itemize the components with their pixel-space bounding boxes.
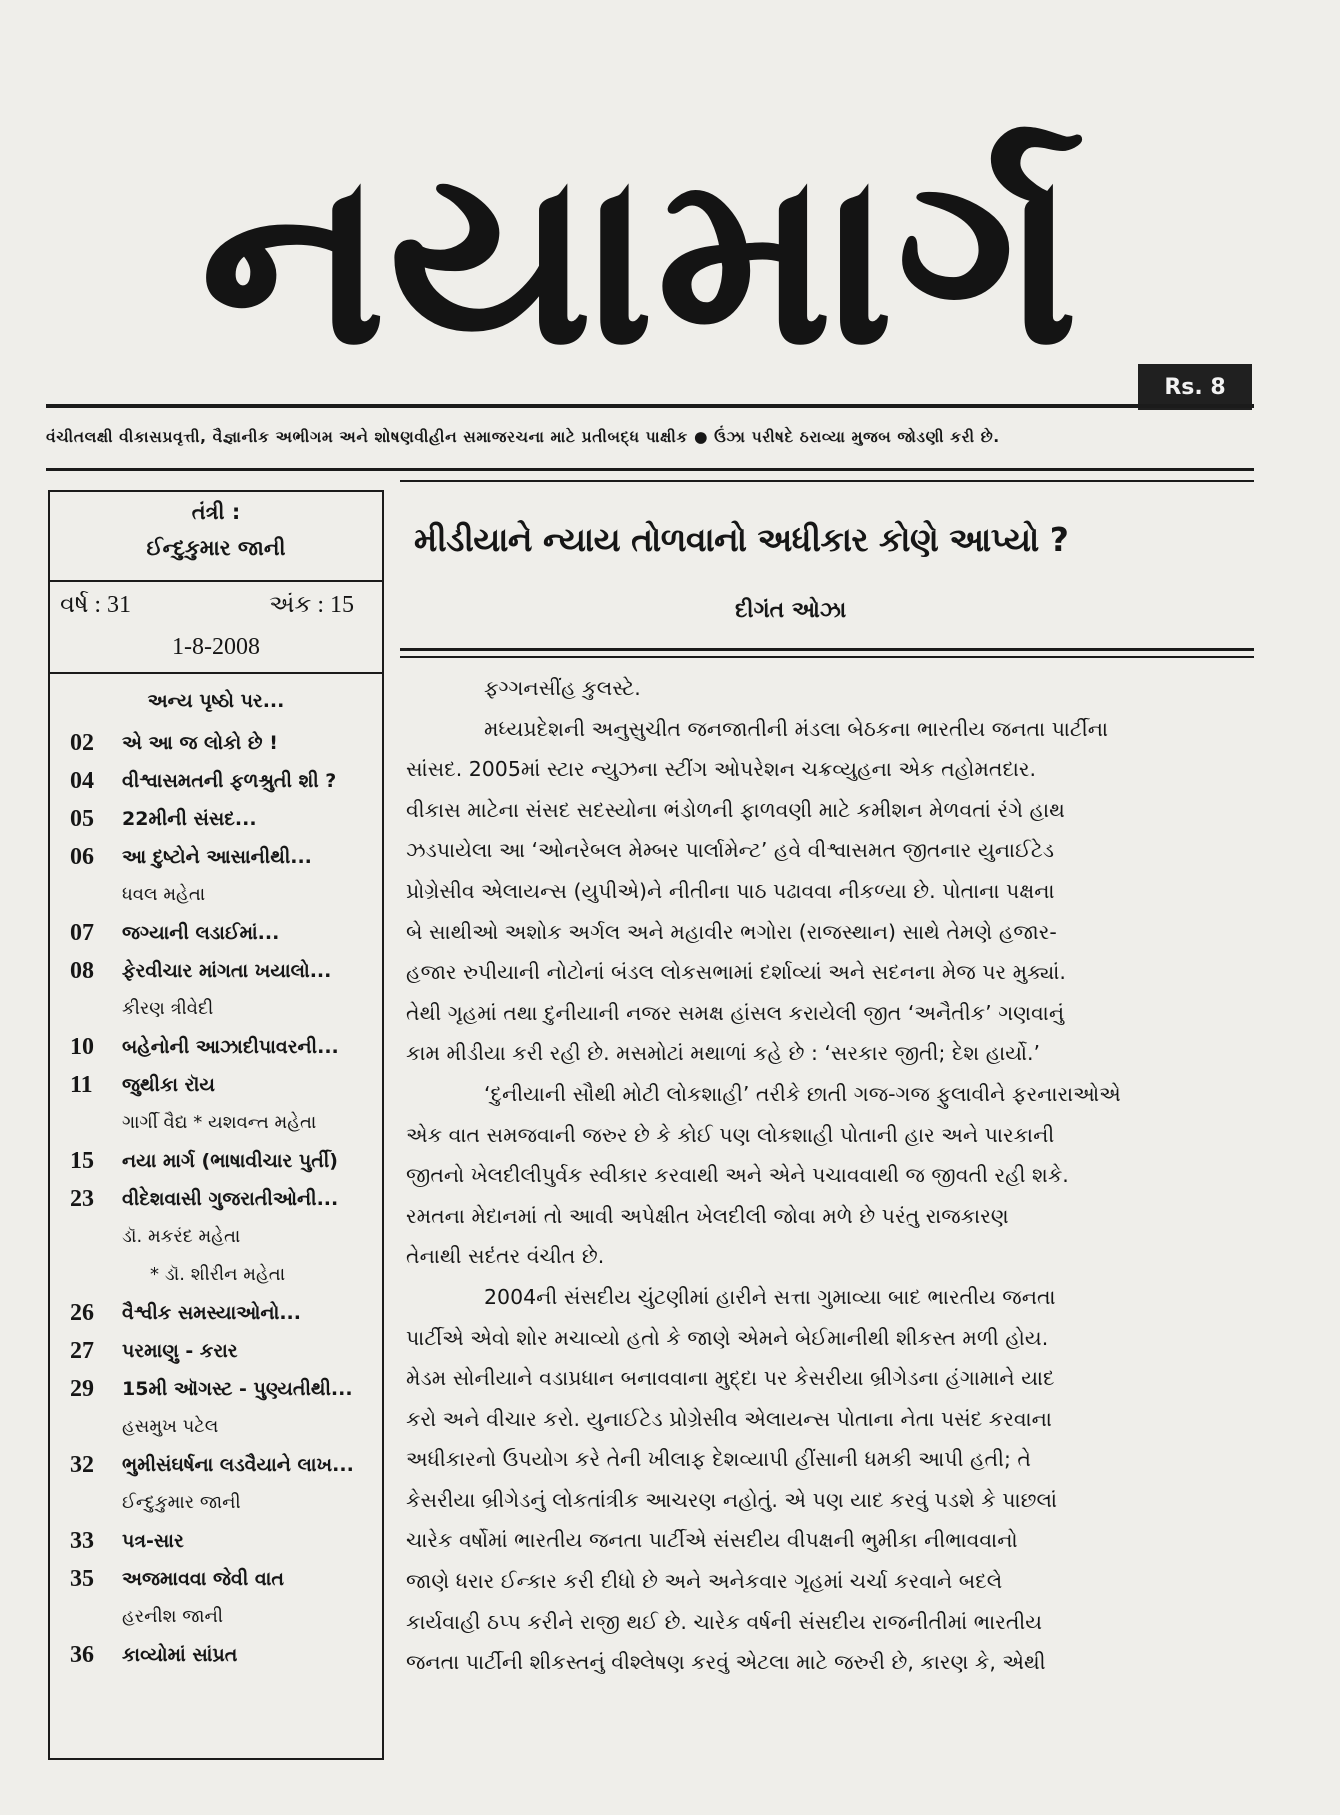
article-line: કરો અને વીચાર કરો. યુનાઈટેડ પ્રોગ્રેસીવ એલાયન્સ પોતાના નેતા પસંદ કરવાના: [406, 1406, 1052, 1431]
toc-title: 15મી ઑગસ્ટ - પુણ્યતીથી...: [122, 1378, 353, 1400]
article-line: અધીકારનો ઉપયોગ કરે તેની ખીલાફ દેશવ્યાપી હીંસાની ધમકી આપી હતી; તે: [406, 1447, 1031, 1472]
article-line: જીતનો ખેલદીલીપુર્વક સ્વીકાર કરવાથી અને એને પચાવવાથી જ જીવતી રહી શકે.: [406, 1163, 1069, 1188]
toc-title: કાવ્યોમાં સાંપ્રત: [122, 1644, 238, 1666]
toc-author: કીરણ ત્રીવેદી: [122, 998, 214, 1019]
editor-name: ઈન્દુકુમાર જાની: [146, 536, 286, 560]
article-line: ‘દુનીયાની સૌથી મોટી લોકશાહી’ તરીકે છાતી ગજ-ગજ ફુલાવીને ફરનારાઓએ: [484, 1081, 1121, 1106]
article-line: જાણે ધરાર ઈન્કાર કરી દીધો છે અને અનેકવાર ગૃહમાં ચર્ચા કરવાને બદલે: [406, 1569, 1003, 1594]
toc-page-number: 05: [70, 806, 94, 832]
toc-page-number: 29: [70, 1376, 94, 1402]
toc-page-number: 15: [70, 1148, 94, 1174]
toc-title: પત્ર-સાર: [122, 1530, 184, 1552]
toc-title: વીશ્વાસમતની ફળશ્રુતી શી ?: [122, 770, 337, 792]
divider: [400, 656, 1254, 658]
toc-page-number: 35: [70, 1566, 94, 1592]
toc-page-number: 26: [70, 1300, 94, 1326]
toc-author: ઈન્દુકુમાર જાની: [122, 1492, 241, 1513]
article-line: કેસરીયા બ્રીગેડનું લોકતાંત્રીક આચરણ નહોતું. એ પણ યાદ કરવું પડશે કે પાછલાં: [406, 1487, 1057, 1512]
toc-title: જગ્યાની લડાઈમાં...: [122, 922, 280, 944]
article-line: કામ મીડીયા કરી રહી છે. મસમોટાં મથાળાં કહે છે : ‘સરકાર જીતી; દેશ હાર્યો.’: [406, 1041, 1041, 1066]
article-line: મેડમ સોનીયાને વડાપ્રધાન બનાવવાના મુદ્દા પર કેસરીયા બ્રીગેડના હંગામાને યાદ: [406, 1366, 1055, 1391]
article-line: મધ્યપ્રદેશની અનુસુચીત જનજાતીની મંડલા બેઠકના ભારતીય જનતા પાર્ટીના: [484, 716, 1109, 741]
article-line: રમતના મેદાનમાં તો આવી અપેક્ષીત ખેલદીલી જોવા મળે છે પરંતુ રાજકારણ: [406, 1203, 1009, 1228]
toc-title: વૈશ્વીક સમસ્યાઓનો...: [122, 1302, 301, 1324]
toc-page-number: 23: [70, 1186, 94, 1212]
toc-author: ડૉ. મકરંદ મહેતા: [122, 1226, 241, 1247]
article-line: સાંસદ. 2005માં સ્ટાર ન્યુઝના સ્ટીંગ ઓપરેશન ચક્રવ્યુહના એક તહોમતદાર.: [406, 757, 1037, 782]
article-line: તેનાથી સદંતર વંચીત છે.: [406, 1244, 605, 1269]
article-line: હજાર રુપીયાની નોટોનાં બંડલ લોકસભામાં દર્શાવ્યાં અને સદનના મેજ પર મુક્યાં.: [406, 960, 1066, 985]
article-line: ફગ્ગનસીંહ કુલસ્ટે.: [484, 676, 641, 700]
toc-page-number: 32: [70, 1452, 94, 1478]
article-line: પ્રોગ્રેસીવ એલાયન્સ (યુપીએ)ને નીતીના પાઠ પઢાવવા નીકળ્યા છે. પોતાના પક્ષના: [406, 878, 1055, 903]
article-line: ચારેક વર્ષોમાં ભારતીય જનતા પાર્ટીએ સંસદીય વીપક્ષની ભુમીકા નીભાવવાનો: [406, 1528, 1018, 1553]
toc-page-number: 02: [70, 730, 94, 756]
toc-title: જુથીકા રૉય: [122, 1074, 215, 1096]
toc-page-number: 36: [70, 1642, 94, 1668]
article-line: વીકાસ માટેના સંસદ સદસ્યોના ભંડોળની ફાળવણી માટે કમીશન મેળવતાં રંગે હાથ: [406, 797, 1065, 822]
divider: [50, 672, 382, 674]
toc-author: ગાર્ગી વૈદ્ય * યશવન્ત મહેતા: [122, 1112, 317, 1133]
article-line: પાર્ટીએ એવો શોર મચાવ્યો હતો કે જાણે એમને બેઈમાનીથી શીકસ્ત મળી હોય.: [406, 1325, 1049, 1350]
issue-number: અંક : 15: [269, 592, 354, 618]
toc-title: પરમાણુ - કરાર: [122, 1340, 238, 1362]
article-line: 2004ની સંસદીય ચુંટણીમાં હારીને સત્તા ગુમાવ્યા બાદ ભારતીય જનતા: [484, 1284, 1056, 1309]
toc-page-number: 10: [70, 1034, 94, 1060]
toc-page-number: 04: [70, 768, 94, 794]
article-line: તેથી ગૃહમાં તથા દુનીયાની નજર સમક્ષ હાંસલ કરાયેલી જીત ‘અનૈતીક’ ગણવાનું: [406, 1000, 1065, 1025]
toc-title: વીદેશવાસી ગુજરાતીઓની...: [122, 1188, 339, 1210]
toc-page-number: 11: [70, 1072, 93, 1098]
sidebar-contents-box: [48, 490, 384, 1760]
toc-author: હસમુખ પટેલ: [122, 1416, 219, 1437]
article-line: બે સાથીઓ અશોક અર્ગલ અને મહાવીર ભગોરા (રાજસ્થાન) સાથે તેમણે હજાર-: [406, 919, 1057, 944]
article-line: કાર્યવાહી ઠપ્પ કરીને રાજી થઈ છે. ચારેક વર્ષની સંસદીય રાજનીતીમાં ભારતીય: [406, 1609, 1043, 1634]
toc-title: નયા માર્ગ (ભાષાવીચાર પુર્તી): [122, 1150, 338, 1172]
article-body: [406, 668, 1252, 1683]
tagline: વંચીતલક્ષી વીકાસપ્રવૃત્તી, વૈજ્ઞાનીક અભીગમ અને શોષણવીહીન સમાજરચના માટે પ્રતીબદ્ધ પાક્ષીક ● ઉંઝા પરીષદે ઠરાવ્યા મુજબ જોડણી કરી છે.: [46, 428, 1000, 446]
toc-author: * ડૉ. શીરીન મહેતા: [150, 1264, 286, 1285]
toc-author: ધવલ મહેતા: [122, 884, 206, 905]
toc-title: 22મીની સંસદ...: [122, 808, 257, 830]
price-badge: Rs. 8: [1138, 364, 1252, 410]
toc-page-number: 33: [70, 1528, 94, 1554]
toc-title: ભુમીસંઘર્ષના લડવૈયાને લાખ...: [122, 1454, 354, 1476]
divider: [50, 580, 382, 582]
toc-page-number: 27: [70, 1338, 94, 1364]
volume-year: વર્ષ : 31: [60, 592, 132, 618]
toc-heading: અન્ય પૃષ્ઠો પર...: [147, 690, 285, 712]
divider: [46, 404, 1254, 408]
divider: [400, 648, 1254, 651]
article-line: જનતા પાર્ટીની શીકસ્તનું વીશ્લેષણ કરવું એટલા માટે જરુરી છે, કારણ કે, એથી: [406, 1650, 1046, 1675]
toc-page-number: 06: [70, 844, 94, 870]
toc-title: આ દુષ્ટોને આસાનીથી...: [122, 846, 312, 868]
toc-page-number: 07: [70, 920, 94, 946]
editor-label: તંત્રી :: [191, 500, 241, 524]
toc-title: અજમાવવા જેવી વાત: [122, 1568, 284, 1590]
masthead-title: નયામાર્ગ: [200, 121, 1081, 398]
divider: [400, 480, 1254, 482]
toc-title: બહેનોની આઝાદીપાવરની...: [122, 1036, 339, 1058]
toc-title: ફેરવીચાર માંગતા ખયાલો...: [122, 960, 332, 982]
article-line: ઝડપાયેલા આ ‘ઓનરેબલ મેમ્બર પાર્લામેન્ટ’ હવે વીશ્વાસમત જીતનાર યુનાઈટેડ: [406, 838, 1055, 863]
divider: [46, 468, 1254, 471]
article-line: એક વાત સમજવાની જરુર છે કે કોઈ પણ લોકશાહી પોતાની હાર અને પારકાની: [406, 1122, 1055, 1147]
article-headline: મીડીયાને ન્યાય તોળવાનો અધીકાર કોણે આપ્યો ?: [414, 520, 1069, 559]
article-byline: દીગંત ઓઝા: [735, 598, 847, 623]
toc-author: હરનીશ જાની: [122, 1606, 224, 1627]
toc-title: એ આ જ લોકો છે !: [122, 732, 278, 754]
issue-date: 1-8-2008: [172, 634, 260, 660]
toc-page-number: 08: [70, 958, 94, 984]
